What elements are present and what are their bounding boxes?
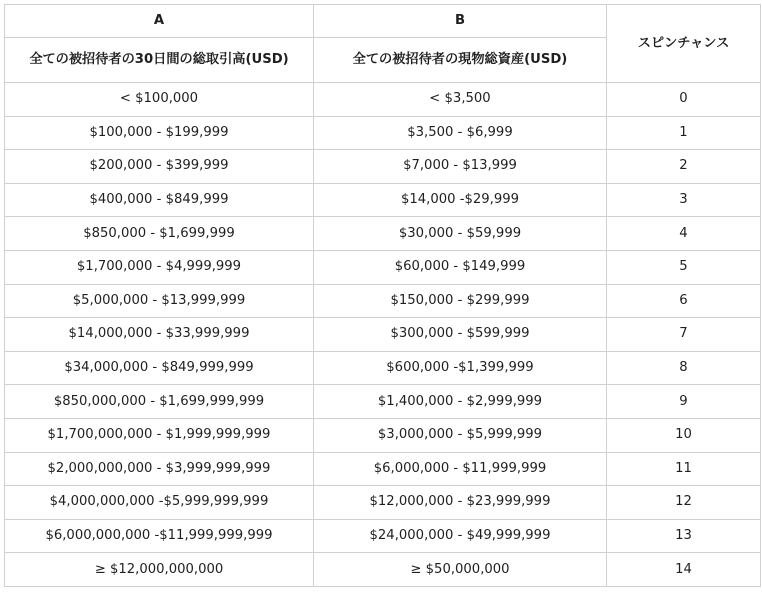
table-row bbox=[5, 83, 761, 117]
table-row bbox=[5, 284, 761, 318]
spot-assets-range-cell: $12,000,000 - $23,999,999 bbox=[314, 486, 607, 520]
table-row bbox=[5, 519, 761, 553]
col-b-title: 全ての被招待者の現物総資産(USD) bbox=[314, 38, 607, 83]
table-row bbox=[5, 418, 761, 452]
spin-chance-cell: 5 bbox=[607, 250, 761, 284]
table-row bbox=[5, 486, 761, 520]
spot-assets-range-cell: < $3,500 bbox=[314, 83, 607, 117]
header-letter-row bbox=[5, 5, 761, 38]
spot-assets-range-cell: $14,000 -$29,999 bbox=[314, 183, 607, 217]
spot-assets-range-cell: $300,000 - $599,999 bbox=[314, 318, 607, 352]
trading-volume-range-cell: $1,700,000 - $4,999,999 bbox=[5, 250, 314, 284]
spin-chance-cell: 7 bbox=[607, 318, 761, 352]
spin-chance-table bbox=[4, 4, 761, 587]
spin-chance-table-container bbox=[4, 4, 761, 587]
spot-assets-range-cell: $1,400,000 - $2,999,999 bbox=[314, 385, 607, 419]
spin-chance-cell: 1 bbox=[607, 116, 761, 150]
trading-volume-range-cell: $6,000,000,000 -$11,999,999,999 bbox=[5, 519, 314, 553]
trading-volume-range-cell: < $100,000 bbox=[5, 83, 314, 117]
col-a-title: 全ての被招待者の30日間の総取引高(USD) bbox=[5, 38, 314, 83]
trading-volume-range-cell: $34,000,000 - $849,999,999 bbox=[5, 351, 314, 385]
table-header bbox=[5, 5, 761, 83]
table-row bbox=[5, 150, 761, 184]
spot-assets-range-cell: $3,000,000 - $5,999,999 bbox=[314, 418, 607, 452]
spot-assets-range-cell: $3,500 - $6,999 bbox=[314, 116, 607, 150]
spin-chance-cell: 12 bbox=[607, 486, 761, 520]
spin-chance-cell: 6 bbox=[607, 284, 761, 318]
table-row bbox=[5, 250, 761, 284]
table-row bbox=[5, 553, 761, 587]
spot-assets-range-cell: $24,000,000 - $49,999,999 bbox=[314, 519, 607, 553]
table-row bbox=[5, 116, 761, 150]
spot-assets-range-cell: $30,000 - $59,999 bbox=[314, 217, 607, 251]
spot-assets-range-cell: ≥ $50,000,000 bbox=[314, 553, 607, 587]
spot-assets-range-cell: $600,000 -$1,399,999 bbox=[314, 351, 607, 385]
col-spin-chance-title: スピンチャンス bbox=[607, 5, 761, 83]
spot-assets-range-cell: $150,000 - $299,999 bbox=[314, 284, 607, 318]
trading-volume-range-cell: $100,000 - $199,999 bbox=[5, 116, 314, 150]
table-row bbox=[5, 318, 761, 352]
spot-assets-range-cell: $7,000 - $13,999 bbox=[314, 150, 607, 184]
trading-volume-range-cell: $850,000 - $1,699,999 bbox=[5, 217, 314, 251]
spin-chance-cell: 3 bbox=[607, 183, 761, 217]
trading-volume-range-cell: ≥ $12,000,000,000 bbox=[5, 553, 314, 587]
table-row bbox=[5, 452, 761, 486]
spin-chance-cell: 4 bbox=[607, 217, 761, 251]
spot-assets-range-cell: $60,000 - $149,999 bbox=[314, 250, 607, 284]
spin-chance-cell: 2 bbox=[607, 150, 761, 184]
trading-volume-range-cell: $850,000,000 - $1,699,999,999 bbox=[5, 385, 314, 419]
table-row bbox=[5, 217, 761, 251]
table-row bbox=[5, 351, 761, 385]
trading-volume-range-cell: $1,700,000,000 - $1,999,999,999 bbox=[5, 418, 314, 452]
trading-volume-range-cell: $200,000 - $399,999 bbox=[5, 150, 314, 184]
spin-chance-cell: 0 bbox=[607, 83, 761, 117]
spin-chance-cell: 13 bbox=[607, 519, 761, 553]
spin-chance-cell: 11 bbox=[607, 452, 761, 486]
trading-volume-range-cell: $2,000,000,000 - $3,999,999,999 bbox=[5, 452, 314, 486]
spin-chance-cell: 9 bbox=[607, 385, 761, 419]
col-a-letter: A bbox=[5, 5, 314, 38]
table-row bbox=[5, 385, 761, 419]
spin-chance-cell: 14 bbox=[607, 553, 761, 587]
trading-volume-range-cell: $5,000,000 - $13,999,999 bbox=[5, 284, 314, 318]
trading-volume-range-cell: $14,000,000 - $33,999,999 bbox=[5, 318, 314, 352]
spin-chance-cell: 8 bbox=[607, 351, 761, 385]
trading-volume-range-cell: $4,000,000,000 -$5,999,999,999 bbox=[5, 486, 314, 520]
col-b-letter: B bbox=[314, 5, 607, 38]
table-body bbox=[5, 83, 761, 587]
table-row bbox=[5, 183, 761, 217]
spot-assets-range-cell: $6,000,000 - $11,999,999 bbox=[314, 452, 607, 486]
trading-volume-range-cell: $400,000 - $849,999 bbox=[5, 183, 314, 217]
spin-chance-cell: 10 bbox=[607, 418, 761, 452]
